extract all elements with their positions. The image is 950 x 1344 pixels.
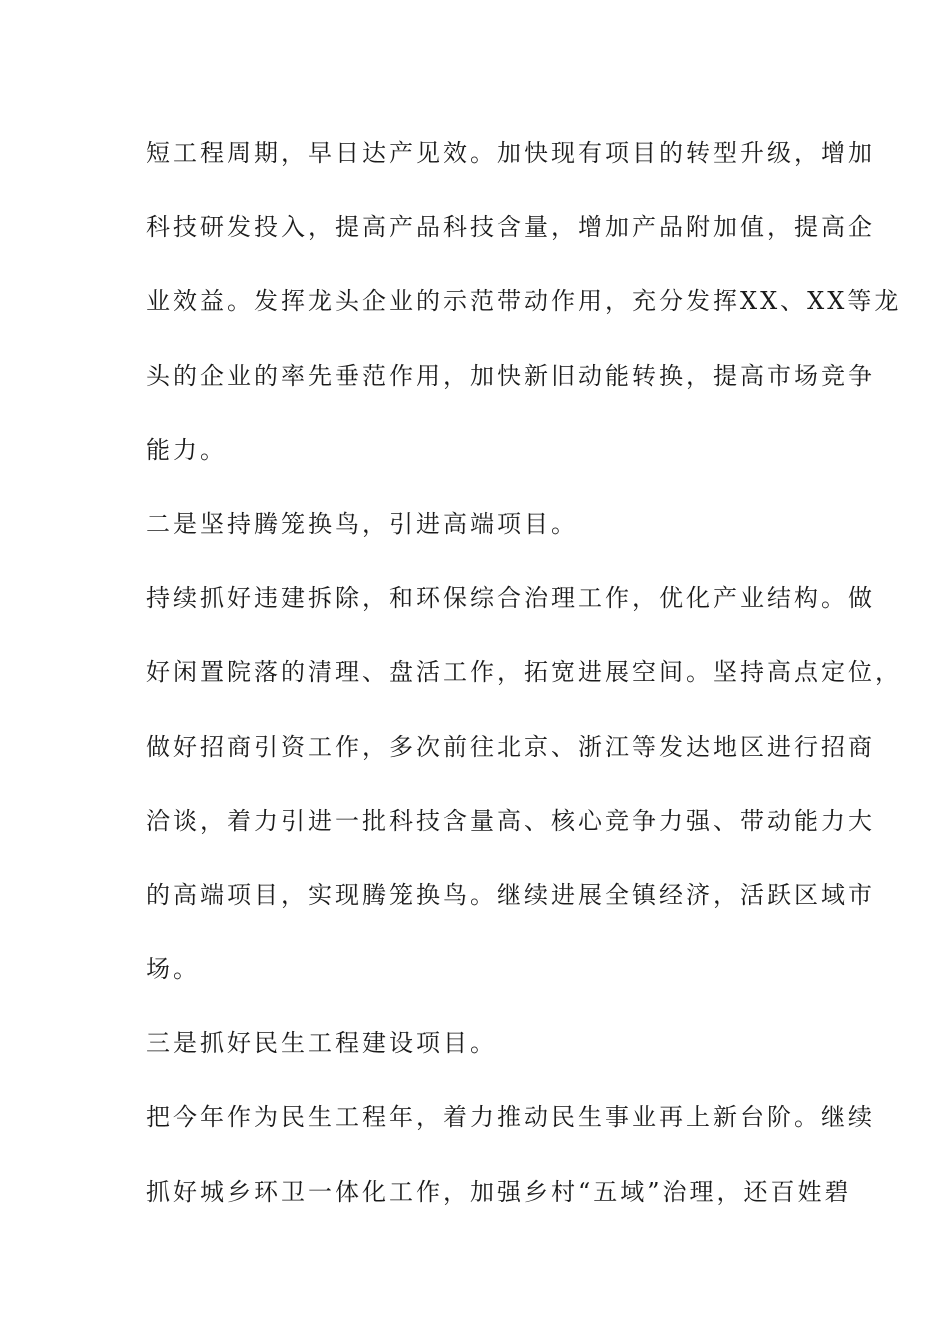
text-line: 短工程周期，早日达产见效。加快现有项目的转型升级，增加 <box>146 139 875 167</box>
text-line: 科技研发投入，提高产品科技含量，增加产品附加值，提高企 <box>146 213 875 242</box>
text-line: 抓好城乡环卫一体化工作，加强乡村“五域”治理，还百姓碧 <box>146 1177 852 1206</box>
section-heading: 二是坚持腾笼换鸟，引进高端项目。 <box>146 509 578 538</box>
text-line: 的高端项目，实现腾笼换鸟。继续进展全镇经济，活跃区域市 <box>146 880 875 909</box>
section-heading: 三是抓好民生工程建设项目。 <box>146 1029 497 1058</box>
text-line: 做好招商引资工作，多次前往北京、浙江等发达地区进行招商 <box>146 732 875 761</box>
text-line: 能力。 <box>146 435 227 464</box>
text-line: 场。 <box>146 955 200 984</box>
text-line: 洽谈，着力引进一批科技含量高、核心竞争力强、带动能力大 <box>146 806 875 835</box>
text-line: 业效益。发挥龙头企业的示范带动作用，充分发挥XX、XX等龙 <box>146 287 902 316</box>
body-text <box>146 132 902 1245</box>
text-line: 好闲置院落的清理、盘活工作，拓宽进展空间。坚持高点定位， <box>146 658 902 687</box>
text-line: 把今年作为民生工程年，着力推动民生事业再上新台阶。继续 <box>146 1103 875 1132</box>
text-line: 持续抓好违建拆除，和环保综合治理工作，优化产业结构。做 <box>146 584 875 613</box>
text-line: 头的企业的率先垂范作用，加快新旧动能转换，提高市场竞争 <box>146 361 875 390</box>
